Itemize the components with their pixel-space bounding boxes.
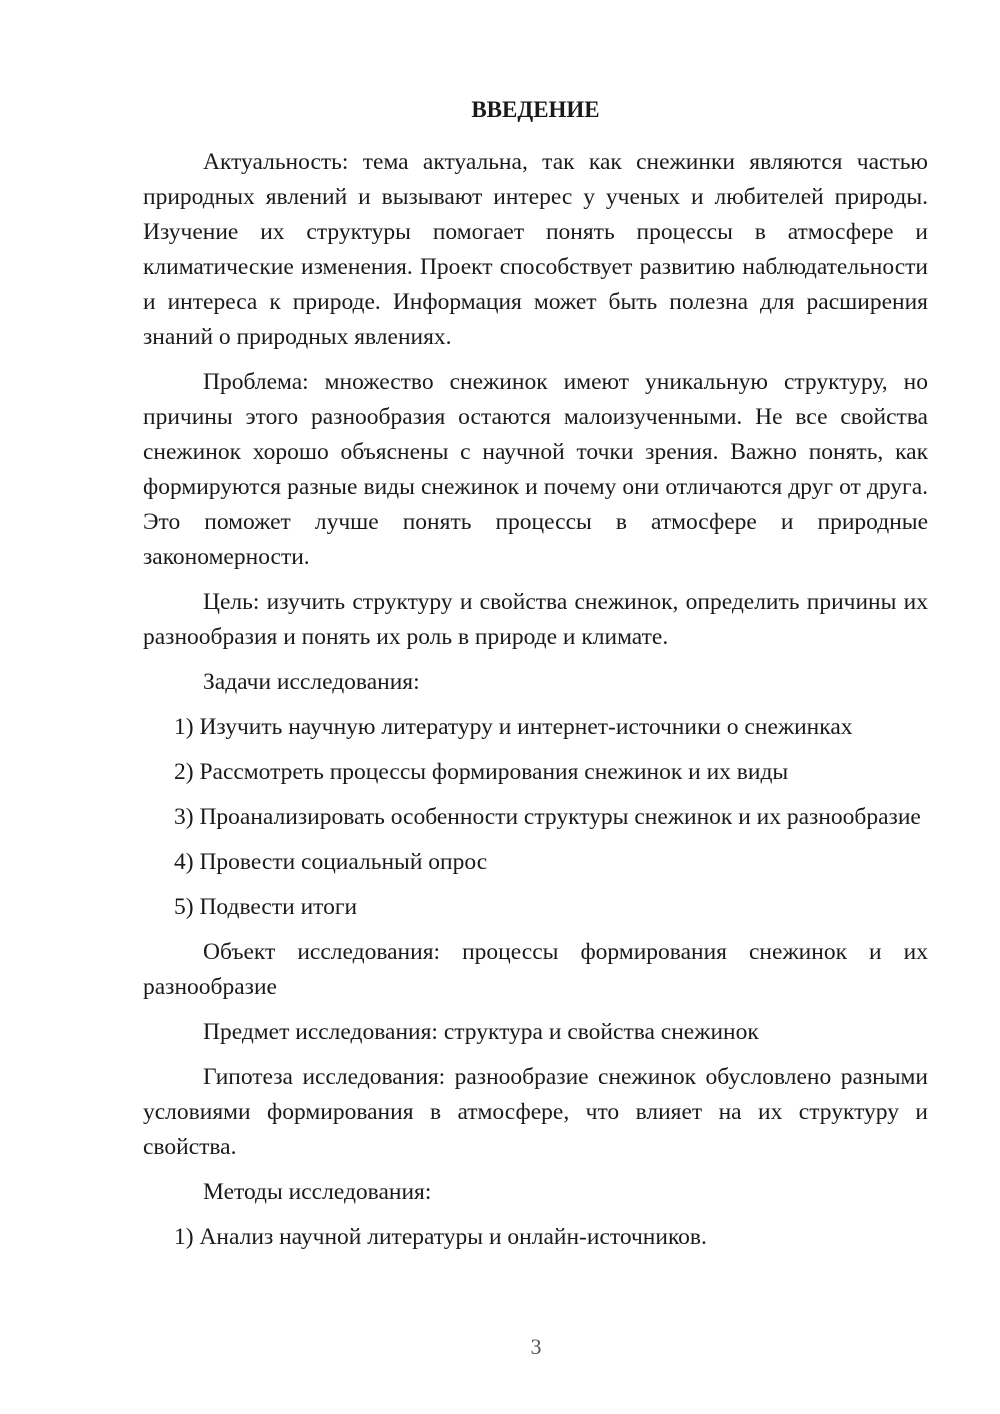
goal-paragraph: Цель: изучить структуру и свойства снежинок, определить причины их разнообразия и понять их роль в природе и климате. xyxy=(143,589,928,650)
task-item: 1) Изучить научную литературу и интернет-источники о снежинках xyxy=(174,714,853,740)
task-item: 5) Подвести итоги xyxy=(174,894,358,920)
page-content xyxy=(143,95,928,1265)
task-item: 2) Рассмотреть процессы формирования снежинок и их виды xyxy=(174,759,789,785)
problem-paragraph: Проблема: множество снежинок имеют уникальную структуру, но причины этого разнообразия остаются малоизученными. Не все свойства снежинок хорошо объяснены с научной точки зрения. Важно понять, как формируются разные виды снежинок и почему они отличаются друг от друга. Это поможет лучше понять процессы в атмосфере и природные закономерности. xyxy=(143,369,928,570)
hypothesis-paragraph: Гипотеза исследования: разнообразие снежинок обусловлено разными условиями формирования в атмосфере, что влияет на их структуру и свойства. xyxy=(143,1064,928,1160)
object-paragraph: Объект исследования: процессы формирования снежинок и их разнообразие xyxy=(143,939,928,1000)
relevance-paragraph: Актуальность: тема актуальна, так как снежинки являются частью природных явлений и вызывают интерес у ученых и любителей природы. Изучение их структуры помогает понять процессы в атмосфере и климатические изменения. Проект способствует развитию наблюдательности и интереса к природе. Информация может быть полезна для расширения знаний о природных явлениях. xyxy=(143,149,928,350)
subject-paragraph: Предмет исследования: структура и свойства снежинок xyxy=(203,1019,759,1045)
task-item: 3) Проанализировать особенности структуры снежинок и их разнообразие xyxy=(174,804,921,830)
section-heading: ВВЕДЕНИЕ xyxy=(471,97,600,122)
methods-title: Методы исследования: xyxy=(203,1179,432,1205)
page-number: 3 xyxy=(530,1334,542,1359)
method-item: 1) Анализ научной литературы и онлайн-источников. xyxy=(174,1224,707,1250)
task-item: 4) Провести социальный опрос xyxy=(174,849,488,875)
tasks-title: Задачи исследования: xyxy=(203,669,420,695)
